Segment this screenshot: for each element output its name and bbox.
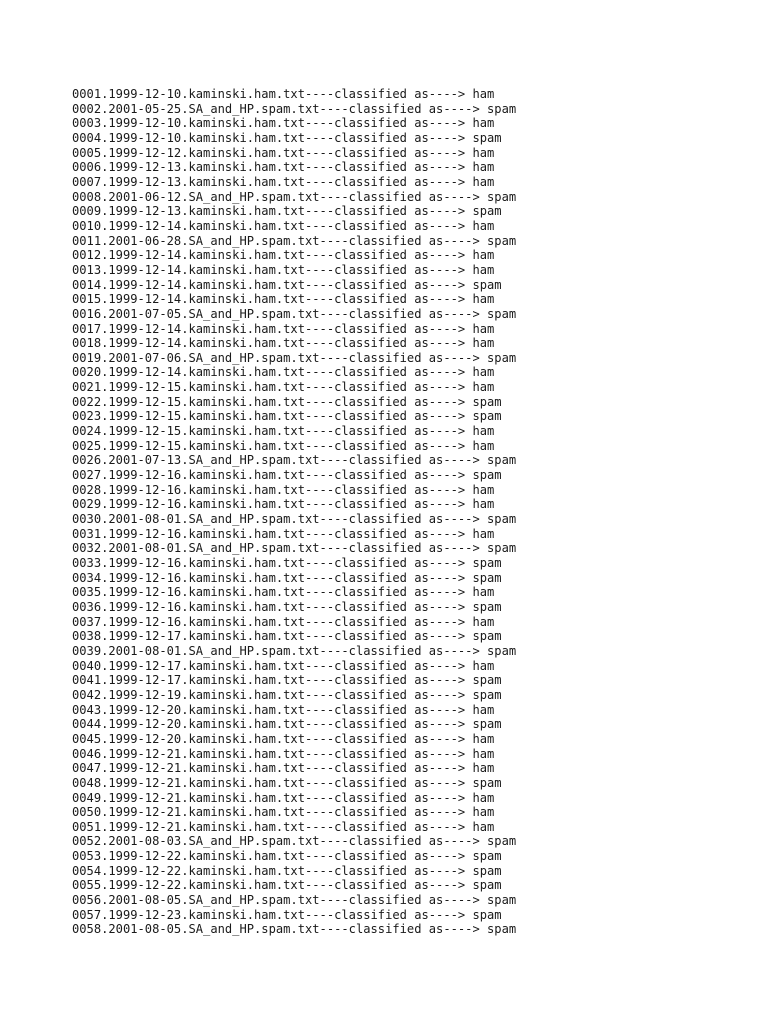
log-line: 0058.2001-08-05.SA_and_HP.spam.txt----classified as----> spam	[72, 922, 517, 937]
log-line: 0021.1999-12-15.kaminski.ham.txt----classified as----> ham	[72, 380, 495, 395]
log-line: 0033.1999-12-16.kaminski.ham.txt----classified as----> spam	[72, 556, 502, 570]
log-line: 0025.1999-12-15.kaminski.ham.txt----classified as----> ham	[72, 438, 495, 453]
classification-log	[72, 87, 516, 937]
log-line: 0037.1999-12-16.kaminski.ham.txt----classified as----> ham	[72, 614, 495, 629]
log-line: 0002.2001-05-25.SA_and_HP.spam.txt----classified as----> spam	[72, 101, 517, 116]
log-line: 0029.1999-12-16.kaminski.ham.txt----classified as----> ham	[72, 497, 495, 512]
log-line: 0004.1999-12-10.kaminski.ham.txt----classified as----> spam	[72, 130, 502, 145]
log-line: 0009.1999-12-13.kaminski.ham.txt----classified as----> spam	[72, 204, 502, 219]
log-line: 0001.1999-12-10.kaminski.ham.txt----classified as----> ham	[72, 87, 495, 101]
log-line: 0052.2001-08-03.SA_and_HP.spam.txt----classified as----> spam	[72, 834, 517, 849]
log-line: 0045.1999-12-20.kaminski.ham.txt----classified as----> ham	[72, 731, 495, 746]
log-line: 0010.1999-12-14.kaminski.ham.txt----classified as----> ham	[72, 218, 495, 233]
log-line: 0035.1999-12-16.kaminski.ham.txt----classified as----> ham	[72, 585, 495, 600]
log-line: 0054.1999-12-22.kaminski.ham.txt----classified as----> spam	[72, 863, 502, 878]
log-line: 0050.1999-12-21.kaminski.ham.txt----classified as----> ham	[72, 805, 495, 820]
log-line: 0028.1999-12-16.kaminski.ham.txt----classified as----> ham	[72, 482, 495, 497]
log-line: 0027.1999-12-16.kaminski.ham.txt----classified as----> spam	[72, 468, 502, 483]
log-line: 0022.1999-12-15.kaminski.ham.txt----classified as----> spam	[72, 394, 502, 409]
log-line: 0041.1999-12-17.kaminski.ham.txt----classified as----> spam	[72, 673, 502, 688]
log-line: 0032.2001-08-01.SA_and_HP.spam.txt----classified as----> spam	[72, 541, 517, 556]
log-line: 0030.2001-08-01.SA_and_HP.spam.txt----classified as----> spam	[72, 512, 517, 527]
log-line: 0016.2001-07-05.SA_and_HP.spam.txt----classified as----> spam	[72, 306, 517, 321]
log-line: 0008.2001-06-12.SA_and_HP.spam.txt----classified as----> spam	[72, 189, 517, 204]
log-line: 0046.1999-12-21.kaminski.ham.txt----classified as----> ham	[72, 746, 495, 761]
log-line: 0011.2001-06-28.SA_and_HP.spam.txt----classified as----> spam	[72, 233, 517, 248]
log-line: 0026.2001-07-13.SA_and_HP.spam.txt----classified as----> spam	[72, 453, 517, 468]
log-line: 0047.1999-12-21.kaminski.ham.txt----classified as----> ham	[72, 761, 495, 776]
log-line: 0038.1999-12-17.kaminski.ham.txt----classified as----> spam	[72, 629, 502, 644]
log-line: 0007.1999-12-13.kaminski.ham.txt----classified as----> ham	[72, 174, 495, 189]
log-line: 0056.2001-08-05.SA_and_HP.spam.txt----classified as----> spam	[72, 893, 517, 908]
log-line: 0051.1999-12-21.kaminski.ham.txt----classified as----> ham	[72, 819, 495, 834]
log-line: 0031.1999-12-16.kaminski.ham.txt----classified as----> ham	[72, 526, 495, 541]
log-line: 0040.1999-12-17.kaminski.ham.txt----classified as----> ham	[72, 658, 495, 673]
log-line: 0057.1999-12-23.kaminski.ham.txt----classified as----> spam	[72, 907, 502, 922]
log-line: 0020.1999-12-14.kaminski.ham.txt----classified as----> ham	[72, 365, 495, 380]
log-line: 0012.1999-12-14.kaminski.ham.txt----classified as----> ham	[72, 248, 495, 263]
log-line: 0055.1999-12-22.kaminski.ham.txt----classified as----> spam	[72, 878, 502, 893]
log-line: 0043.1999-12-20.kaminski.ham.txt----classified as----> ham	[72, 702, 495, 717]
log-line: 0024.1999-12-15.kaminski.ham.txt----classified as----> ham	[72, 424, 495, 439]
log-line: 0006.1999-12-13.kaminski.ham.txt----classified as----> ham	[72, 160, 495, 175]
log-line: 0014.1999-12-14.kaminski.ham.txt----classified as----> spam	[72, 277, 502, 292]
log-line: 0019.2001-07-06.SA_and_HP.spam.txt----classified as----> spam	[72, 350, 517, 365]
log-line: 0023.1999-12-15.kaminski.ham.txt----classified as----> spam	[72, 409, 502, 424]
log-line: 0044.1999-12-20.kaminski.ham.txt----classified as----> spam	[72, 717, 502, 732]
log-line: 0048.1999-12-21.kaminski.ham.txt----classified as----> spam	[72, 775, 502, 790]
log-line: 0018.1999-12-14.kaminski.ham.txt----classified as----> ham	[72, 336, 495, 351]
log-line: 0005.1999-12-12.kaminski.ham.txt----classified as----> ham	[72, 145, 495, 160]
log-line: 0042.1999-12-19.kaminski.ham.txt----classified as----> spam	[72, 687, 502, 702]
log-line: 0017.1999-12-14.kaminski.ham.txt----classified as----> ham	[72, 321, 495, 336]
log-line: 0039.2001-08-01.SA_and_HP.spam.txt----classified as----> spam	[72, 643, 517, 658]
log-line: 0003.1999-12-10.kaminski.ham.txt----classified as----> ham	[72, 116, 495, 131]
log-line: 0053.1999-12-22.kaminski.ham.txt----classified as----> spam	[72, 849, 502, 864]
log-line: 0013.1999-12-14.kaminski.ham.txt----classified as----> ham	[72, 262, 495, 277]
log-line: 0015.1999-12-14.kaminski.ham.txt----classified as----> ham	[72, 292, 495, 307]
log-line: 0036.1999-12-16.kaminski.ham.txt----classified as----> spam	[72, 599, 502, 614]
log-line: 0034.1999-12-16.kaminski.ham.txt----classified as----> spam	[72, 570, 502, 585]
log-line: 0049.1999-12-21.kaminski.ham.txt----classified as----> ham	[72, 790, 495, 805]
